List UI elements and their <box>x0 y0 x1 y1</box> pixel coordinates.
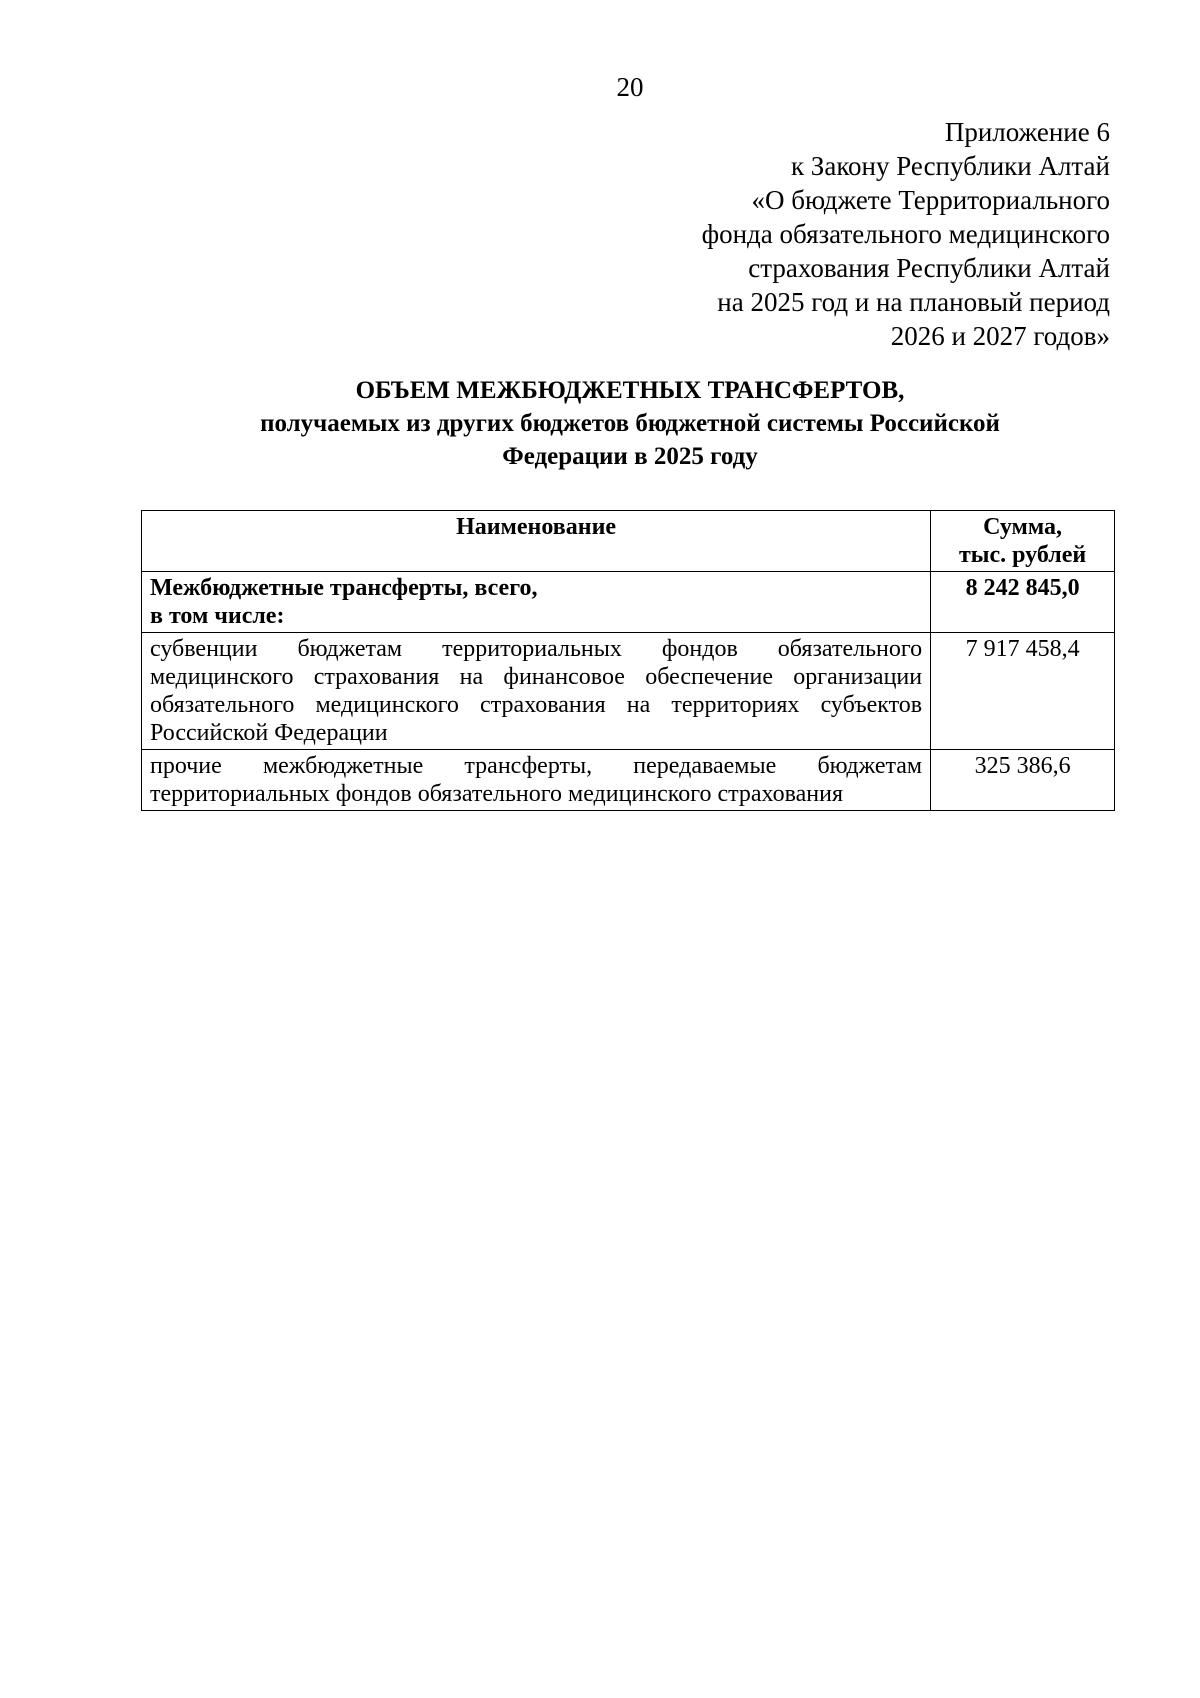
total-name-line: Межбюджетные трансферты, всего, <box>150 575 538 601</box>
total-name-line: в том числе: <box>150 603 285 629</box>
appendix-line: на 2025 год и на плановый период <box>717 287 1110 317</box>
appendix-line: Приложение 6 <box>944 117 1110 147</box>
table-header-row <box>142 511 1115 572</box>
document-title <box>140 374 1120 473</box>
title-line: Федерации в 2025 году <box>502 443 758 470</box>
total-name-cell <box>142 572 931 633</box>
transfers-table <box>141 510 1115 811</box>
table-row <box>142 750 1115 811</box>
row-sum-cell: 7 917 458,4 <box>931 633 1115 750</box>
appendix-line: страхования Республики Алтай <box>748 253 1110 283</box>
appendix-line: к Закону Республики Алтай <box>790 151 1110 181</box>
total-sum-cell: 8 242 845,0 <box>931 572 1115 633</box>
appendix-reference <box>550 115 1110 353</box>
appendix-line: 2026 и 2027 годов» <box>890 321 1110 351</box>
row-name-cell: прочие межбюджетные трансферты, передаваемые бюджетам территориальных фондов обязательного медицинского страхования <box>142 750 931 811</box>
header-sum <box>931 511 1115 572</box>
title-line: ОБЪЕМ МЕЖБЮДЖЕТНЫХ ТРАНСФЕРТОВ, <box>355 377 905 404</box>
table-row <box>142 633 1115 750</box>
appendix-line: фонда обязательного медицинского <box>701 219 1110 249</box>
row-name-cell: субвенции бюджетам территориальных фондов обязательного медицинского страхования на финансовое обеспечение организации обязательного медицинского страхования на территориях субъектов Российской Федерации <box>142 633 931 750</box>
header-name: Наименование <box>142 511 931 572</box>
header-sum-line: Сумма, <box>983 514 1063 540</box>
table-row-total <box>142 572 1115 633</box>
row-sum-cell: 325 386,6 <box>931 750 1115 811</box>
header-sum-line: тыс. рублей <box>958 542 1087 568</box>
appendix-line: «О бюджете Территориального <box>751 185 1110 215</box>
page-number: 20 <box>616 72 644 102</box>
title-line: получаемых из других бюджетов бюджетной системы Российской <box>260 410 1000 437</box>
